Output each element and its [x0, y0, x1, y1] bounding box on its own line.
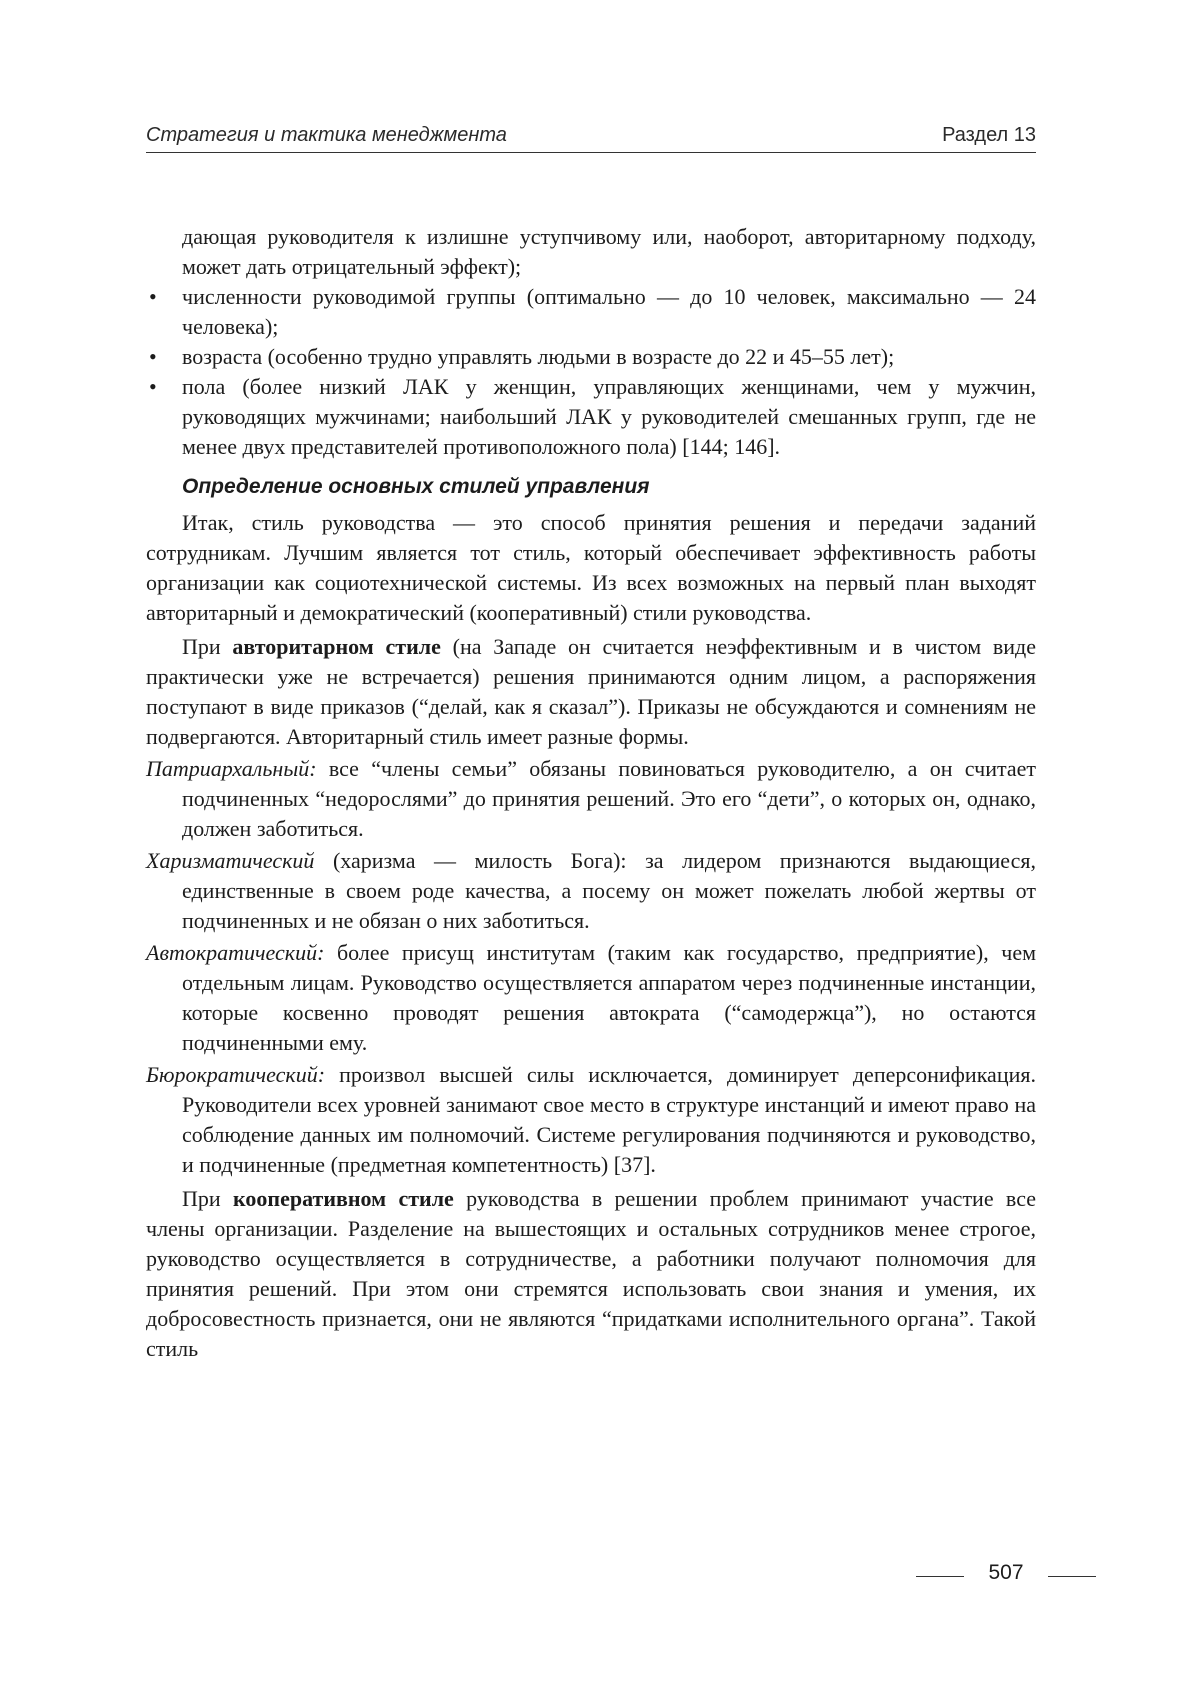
paragraph-text: руководства в решении проблем принимают участие все члены организации. Разделение на вышестоящих и остальных сотрудников менее строгое, руководство осуществляется в сотрудничестве, а работники получают полномочия для принятия решений. При этом они стремятся использовать свои знания и умения, их добросовестность признается, они не являются “придатками исполнительного органа”. Такой стиль — [146, 1186, 1036, 1361]
paragraph-text: При — [182, 634, 233, 659]
definition-item — [146, 754, 1036, 844]
definition-term: Харизматический — [146, 848, 315, 873]
bullet-item: • численности руководимой группы (оптимально — до 10 человек, максимально — 24 человека); — [146, 282, 1036, 342]
definition-text: все “члены семьи” обязаны повиноваться руководителю, а он считает подчиненных “недорослями” до принятия решений. Это его “дети”, о которых он, однако, должен заботиться. — [182, 756, 1036, 841]
continuation-text: дающая руководителя к излишне уступчивому или, наоборот, авторитарному подходу, может дать отрицательный эффект); — [182, 224, 1036, 279]
running-header-title: Стратегия и тактика менеджмента — [146, 124, 507, 146]
bold-term: кооперативном стиле — [233, 1186, 454, 1211]
paragraph-text: При — [182, 1186, 234, 1211]
definition-term: Патриархальный: — [146, 756, 317, 781]
bullet-item: • возраста (особенно трудно управлять людьми в возрасте до 22 и 45–55 лет); — [146, 342, 1036, 372]
paragraph-cooperative — [146, 1184, 1036, 1364]
bold-term: авторитарном стиле — [232, 634, 441, 659]
definition-item — [146, 846, 1036, 936]
definition-item — [146, 1060, 1036, 1180]
paragraph-authoritarian — [146, 632, 1036, 752]
page-footer — [916, 1561, 1096, 1591]
running-header-section: Раздел 13 — [942, 124, 1036, 146]
definition-item — [146, 938, 1036, 1058]
bullet-list — [146, 282, 1036, 462]
footer-rule-right — [1048, 1576, 1096, 1577]
bullet-item: • пола (более низкий ЛАК у женщин, управляющих женщинами, чем у мужчин, руководящих мужчинами; наибольший ЛАК у руководителей смешанных групп, где не менее двух представителей противоположного пола) [144; 146]. — [146, 372, 1036, 462]
definition-text: произвол высшей силы исключается, доминирует деперсонификация. Руководители всех уровней занимают свое место в структуре инстанций и имеют право на соблюдение данных им полномочий. Системе регулирования подчиняются и руководство, и подчиненные (предметная компетентность) [37]. — [182, 1062, 1036, 1177]
definition-text: более присущ институтам (таким как государство, предприятие), чем отдельным лицам. Руководство осуществляется аппаратом через подчиненные инстанции, которые косвенно проводят решения автократа (“самодержца”), но остаются подчиненными ему. — [182, 940, 1036, 1055]
definition-term: Автократический: — [146, 940, 325, 965]
section-subheading: Определение основных стилей управления — [182, 475, 650, 498]
definition-term: Бюрократический: — [146, 1062, 326, 1087]
paragraph-style-definition: Итак, стиль руководства — это способ принятия решения и передачи заданий сотрудникам. Лучшим является тот стиль, который обеспечивает эффективность работы организации как социотехнической системы. Из всех возможных на первый план выходят авторитарный и демократический (кооперативный) стили руководства. — [146, 510, 1036, 625]
paragraph-text: (на Западе он считается неэффективным и в чистом виде практически уже не встречается) решения принимаются одним лицом, а распоряжения поступают в виде приказов (“делай, как я сказал”). Приказы не обсуждаются и сомнениям не подвергаются. Авторитарный стиль имеет разные формы. — [146, 634, 1037, 749]
running-header — [146, 124, 1036, 153]
page-body — [146, 222, 1036, 1364]
definition-text: (харизма — милость Бога): за лидером признаются выдающиеся, единственные в своем роде качества, а посему он может пожелать любой жертвы от подчиненных и не обязан о них заботиться. — [182, 848, 1036, 933]
page-number: 507 — [988, 1561, 1024, 1584]
